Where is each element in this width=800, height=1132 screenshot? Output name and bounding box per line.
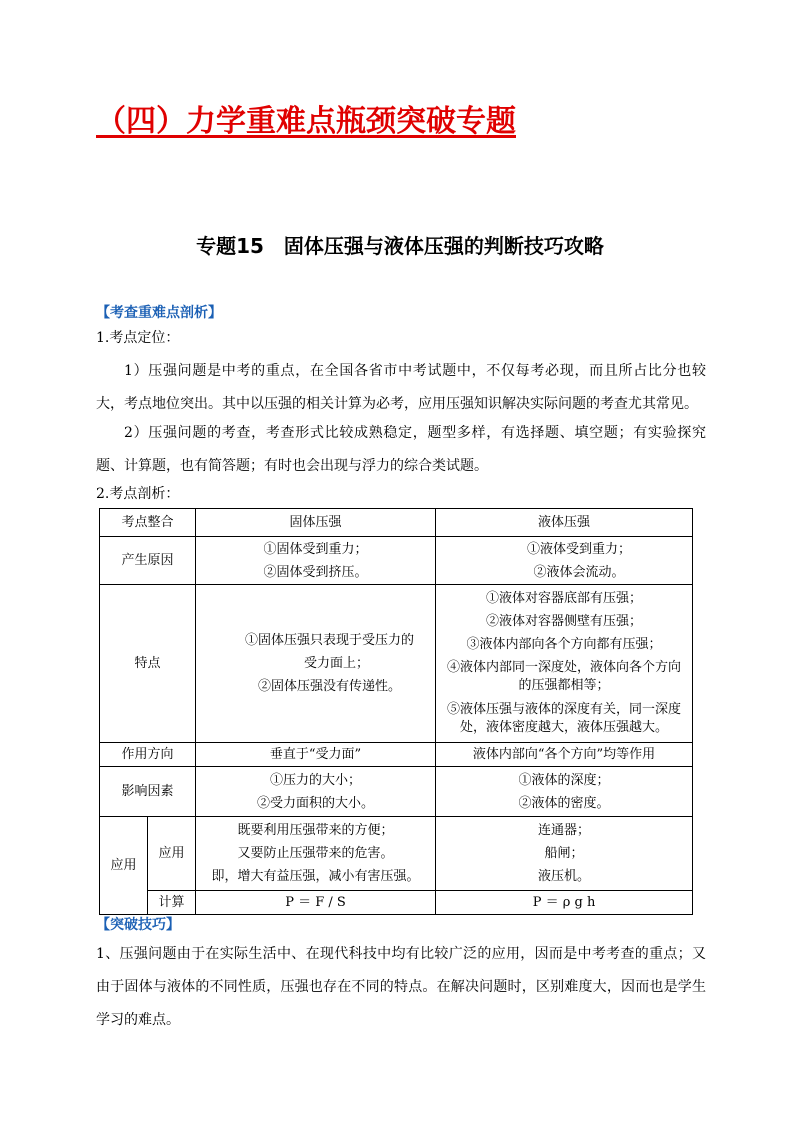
table-row: [100, 585, 693, 743]
apply-liquid-cell: [436, 817, 693, 891]
paragraph-positioning-1: 1）压强问题是中考的重点，在全国各省市中考试题中，不仅每考必现，而且所占比分也较大，考点地位突出。其中以压强的相关计算为必考，应用压强知识解决实际问题的考查尤其常见。: [96, 363, 706, 412]
feature-liquid-line: ②液体对容器侧壁有压强；: [486, 614, 643, 629]
main-title: （四）力学重难点瓶颈突破专题: [96, 104, 516, 139]
factors-solid-cell: [196, 767, 436, 817]
cause-liquid-line: ①液体受到重力；: [527, 541, 632, 557]
feature-solid-line: ①固体压强只表现于受压力的: [245, 633, 415, 648]
factors-liquid-cell: [436, 767, 693, 817]
apply-solid-line: 又要防止压强带来的危害。: [237, 846, 394, 861]
cause-liquid-line: ②液体会流动。: [533, 564, 625, 580]
header-liquid: 液体压强: [436, 509, 693, 537]
feature-liquid-line: ③液体内部向各个方向都有压强；: [466, 637, 662, 652]
paragraph-techniques-1: 1、压强问题由于在实际生活中、在现代科技中均有比较广泛的应用，因而是中考考查的重点；又由于固体与液体的不同性质，压强也存在不同的特点。在解决问题时，区别难度大，因而也是学生学习的难点。: [96, 946, 706, 1028]
header-category: 考点整合: [100, 509, 196, 537]
row-label-feature: 特点: [100, 585, 196, 743]
section-heading-analysis: 【考查重难点剖析】: [96, 305, 222, 321]
cause-liquid-cell: [436, 537, 693, 585]
topic-subtitle: 专题15 固体压强与液体压强的判断技巧攻略: [196, 234, 604, 258]
sub-label-apply: 应用: [148, 817, 196, 891]
row-label-cause: 产生原因: [100, 537, 196, 585]
apply-solid-line: 即，增大有益压强，减小有害压强。: [211, 869, 420, 884]
row-label-direction: 作用方向: [100, 743, 196, 767]
feature-solid-cell: [196, 585, 436, 743]
row-label-application: 应用: [100, 817, 148, 915]
direction-solid: 垂直于“受力面”: [196, 743, 436, 767]
factors-solid-line: ①压力的大小；: [270, 772, 362, 788]
direction-liquid: 液体内部向“各个方向”均等作用: [436, 743, 693, 767]
cause-solid-line: ②固体受到挤压。: [263, 564, 368, 580]
sub-label-calc: 计算: [148, 891, 196, 915]
cause-solid-cell: [196, 537, 436, 585]
table-row: [100, 767, 693, 817]
table-row: [100, 891, 693, 915]
row-label-factors: 影响因素: [100, 767, 196, 817]
feature-liquid-cell: [436, 585, 693, 743]
calc-liquid-formula: P ＝ ρ g h: [436, 891, 693, 915]
apply-liquid-line: 液压机。: [538, 869, 591, 884]
table-row: [100, 537, 693, 585]
feature-liquid-line: ④液体内部同一深度处，液体向各个方向的压强都相等；: [447, 660, 682, 693]
apply-solid-cell: [196, 817, 436, 891]
item-title-analysis: 2.考点剖析：: [96, 486, 180, 502]
calc-solid-formula: P ＝ F / S: [196, 891, 436, 915]
factors-liquid-line: ①液体的深度；: [518, 772, 610, 788]
item-title-positioning: 1.考点定位：: [96, 330, 180, 346]
table-row: [100, 509, 693, 537]
comparison-table: [99, 508, 693, 915]
apply-liquid-line: 船闸；: [544, 846, 584, 861]
feature-solid-line: 受力面上；: [304, 656, 370, 671]
feature-solid-line: ②固体压强没有传递性。: [258, 679, 402, 694]
cause-solid-line: ①固体受到重力；: [263, 541, 368, 557]
section-heading-techniques: 【突破技巧】: [96, 917, 180, 933]
factors-liquid-line: ②液体的密度。: [518, 795, 610, 811]
apply-solid-line: 既要利用压强带来的方便；: [237, 823, 394, 838]
table-row: [100, 817, 693, 891]
paragraph-positioning-2: 2）压强问题的考查，考查形式比较成熟稳定，题型多样，有选择题、填空题；有实验探究题、计算题，也有简答题；有时也会出现与浮力的综合类试题。: [96, 425, 706, 474]
feature-liquid-line: ⑤液体压强与液体的深度有关，同一深度处，液体密度越大，液体压强越大。: [447, 702, 682, 735]
apply-liquid-line: 连通器；: [538, 823, 591, 838]
feature-liquid-line: ①液体对容器底部有压强；: [486, 591, 643, 606]
factors-solid-line: ②受力面积的大小。: [257, 795, 375, 811]
table-row: [100, 743, 693, 767]
header-solid: 固体压强: [196, 509, 436, 537]
